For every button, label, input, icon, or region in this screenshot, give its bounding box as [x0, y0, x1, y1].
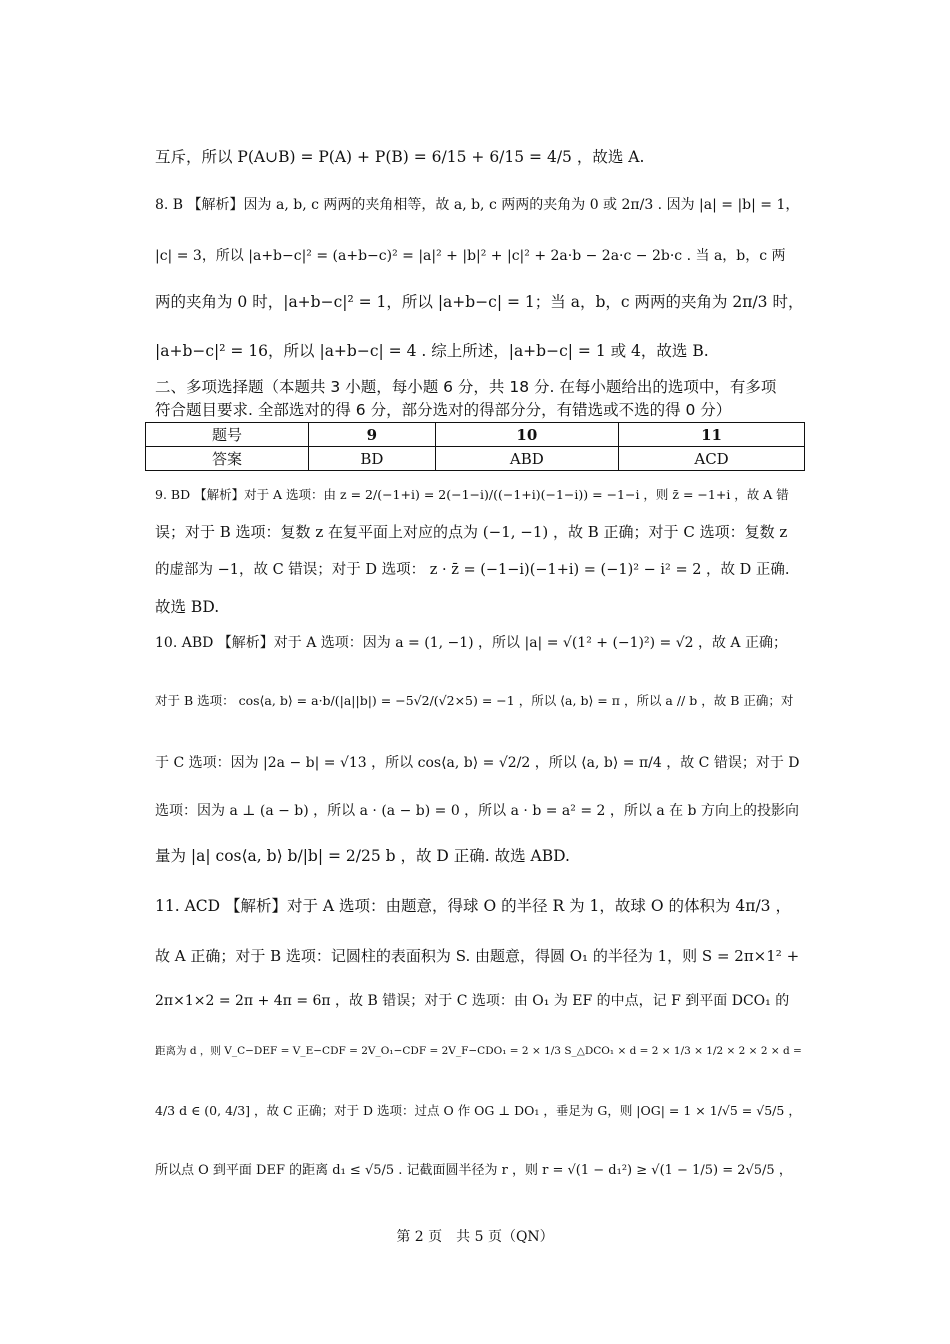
table-cell: ACD	[619, 447, 805, 471]
section-heading-2: 符合题目要求. 全部选对的得 6 分，部分选对的得部分分，有错选或不选的得 0 分）	[155, 401, 732, 419]
q10-line-2: 对于 B 选项： cos⟨a, b⟩ = a·b/(|a||b|) = −5√2/(√2×5) = −1 ，所以 ⟨a, b⟩ = π ，所以 a // b ，故 B 正确；对	[155, 693, 794, 708]
table-cell: 11	[619, 423, 805, 447]
q9-line-4: 故选 BD.	[155, 598, 220, 616]
q11-line-1: 11. ACD 【解析】对于 A 选项：由题意，得球 O 的半径 R 为 1，故球 O 的体积为 4π/3 ，	[155, 897, 791, 915]
table-cell: BD	[309, 447, 436, 471]
line-1: 互斥，所以 P(A∪B) = P(A) + P(B) = 6/15 + 6/15 = 4/5 ，故选 A.	[155, 148, 645, 166]
q11-line-2: 故 A 正确；对于 B 选项：记圆柱的表面积为 S. 由题意，得圆 O₁ 的半径为 1，则 S = 2π×1² +	[155, 947, 800, 965]
q8-line-3: 两的夹角为 0 时，|a+b−c|² = 1，所以 |a+b−c| = 1；当 a，b，c 两两的夹角为 2π/3 时，	[155, 293, 804, 311]
q8-line-4: |a+b−c|² = 16，所以 |a+b−c| = 4 . 综上所述，|a+b−c| = 1 或 4，故选 B.	[155, 342, 709, 360]
q8-line-1: 8. B 【解析】因为 a, b, c 两两的夹角相等，故 a, b, c 两两的夹角为 0 或 2π/3 . 因为 |a| = |b| = 1，	[155, 197, 800, 213]
q9-line-1: 9. BD 【解析】对于 A 选项：由 z = 2/(−1+i) = 2(−1−i)/((−1+i)(−1−i)) = −1−i ，则 z̄ = −1+i ，故 A 错	[155, 487, 789, 502]
table-cell: 答案	[146, 447, 309, 471]
table-cell: 题号	[146, 423, 309, 447]
q10-line-5: 量为 |a| cos⟨a, b⟩ b/|b| = 2/25 b ，故 D 正确. 故选 ABD.	[155, 847, 570, 865]
q11-line-5: 4/3 d ∈ (0, 4/3] ，故 C 正确；对于 D 选项：过点 O 作 OG ⊥ DO₁ ，垂足为 G，则 |OG| = 1 × 1/√5 = √5/5 ，	[155, 1103, 801, 1118]
table-cell: 10	[435, 423, 618, 447]
table-cell: 9	[309, 423, 436, 447]
section-heading-1: 二、多项选择题（本题共 3 小题，每小题 6 分，共 18 分. 在每小题给出的选项中，有多项	[155, 378, 777, 396]
q11-line-4: 距离为 d ，则 V_C−DEF = V_E−CDF = 2V_O₁−CDF = 2V_F−CDO₁ = 2 × 1/3 S_△DCO₁ × d = 2 × 1/3 × 1/2 × 2 × 2 × d =	[155, 1045, 802, 1057]
q9-line-3: 的虚部为 −1，故 C 错误；对于 D 选项： z · z̄ = (−1−i)(−1+i) = (−1)² − i² = 2 ，故 D 正确.	[155, 562, 790, 578]
q11-line-3: 2π×1×2 = 2π + 4π = 6π ，故 B 错误；对于 C 选项：由 O₁ 为 EF 的中点，记 F 到平面 DCO₁ 的	[155, 993, 790, 1009]
q11-line-6: 所以点 O 到平面 DEF 的距离 d₁ ≤ √5/5 . 记截面圆半径为 r ，则 r = √(1 − d₁²) ≥ √(1 − 1/5) = 2√5/5 ，	[155, 1163, 792, 1178]
table-cell: ABD	[435, 447, 618, 471]
answer-table	[145, 422, 805, 471]
q9-line-2: 误；对于 B 选项：复数 z 在复平面上对应的点为 (−1, −1) ，故 B 正确；对于 C 选项：复数 z	[155, 523, 788, 541]
table-header-row	[146, 423, 805, 447]
q10-line-4: 选项：因为 a ⊥ (a − b) ，所以 a · (a − b) = 0 ，所以 a · b = a² = 2 ，所以 a 在 b 方向上的投影向	[155, 803, 799, 819]
page-footer: 第 2 页 共 5 页（QN）	[396, 1229, 554, 1245]
q10-line-1: 10. ABD 【解析】对于 A 选项：因为 a = (1, −1) ，所以 |a| = √(1² + (−1)²) = √2 ，故 A 正确；	[155, 635, 787, 651]
q8-line-2: |c| = 3，所以 |a+b−c|² = (a+b−c)² = |a|² + |b|² + |c|² + 2a·b − 2a·c − 2b·c . 当 a，b，c 两	[155, 248, 786, 264]
table-row	[146, 447, 805, 471]
q10-line-3: 于 C 选项：因为 |2a − b| = √13 ，所以 cos⟨a, b⟩ = √2/2 ，所以 ⟨a, b⟩ = π/4 ，故 C 错误；对于 D	[155, 755, 800, 771]
